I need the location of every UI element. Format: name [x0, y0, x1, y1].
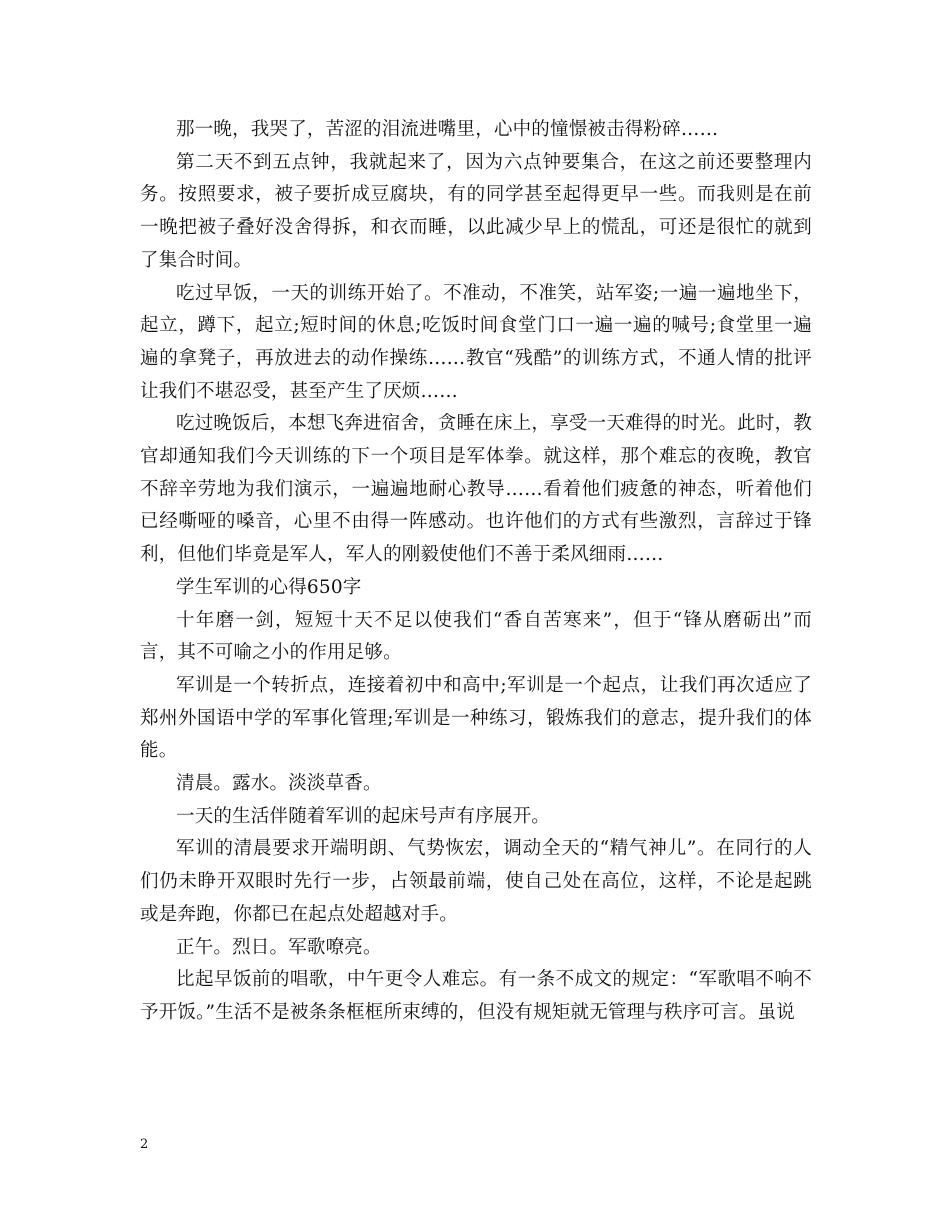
section-heading: 学生军训的心得650字	[176, 576, 362, 598]
paragraph: 那一晚，我哭了，苦涩的泪流进嘴里，心中的憧憬被击得粉碎……	[176, 119, 719, 140]
paragraph: 十年磨一剑，短短十天不足以使我们“香自苦寒来”，但于“锋从磨砺出”而言，其不可喻之小的作用足够。	[140, 609, 812, 664]
paragraph: 正午。烈日。军歌嘹亮。	[176, 936, 382, 958]
paragraph: 吃过晚饭后，本想飞奔进宿舍，贪睡在床上，享受一天难得的时光。此时，教官却通知我们今天训练的下一个项目是军体拳。就这样，那个难忘的夜晚，教官不辞辛劳地为我们演示，一遍遍地耐心教导……看着他们疲惫的神态，听着他们已经嘶哑的嗓音，心里不由得一阵感动。也许他们的方式有些激烈，言辞过于锋利，但他们毕竟是军人，军人的刚毅使他们不善于柔风细雨……	[140, 413, 812, 566]
paragraph: 军训是一个转折点，连接着初中和高中;军训是一个起点，让我们再次适应了郑州外国语中学的军事化管理;军训是一种练习，锻炼我们的意志，提升我们的体能。	[140, 674, 812, 762]
paragraph: 吃过早饭，一天的训练开始了。不准动，不准笑，站军姿;一遍一遍地坐下，起立，蹲下，起立;短时间的休息;吃饭时间食堂门口一遍一遍的喊号;食堂里一遍遍的拿凳子，再放进去的动作操练……教官“残酷”的训练方式，不通人情的批评让我们不堪忍受，甚至产生了厌烦……	[140, 282, 812, 402]
paragraph: 一天的生活伴随着军训的起床号声有序展开。	[176, 805, 551, 827]
paragraph: 军训的清晨要求开端明朗、气势恢宏，调动全天的“精气神儿”。在同行的人们仍未睁开双眼时先行一步，占领最前端，使自己处在高位，这样，不论是起跳或是奔跑，你都已在起点处超越对手。	[140, 838, 812, 925]
paragraph: 比起早饭前的唱歌，中午更令人难忘。有一条不成文的规定：“军歌唱不响不予开饭。”生活不是被条条框框所束缚的，但没有规矩就无管理与秩序可言。虽说	[140, 969, 812, 1023]
document-body	[140, 114, 812, 1030]
page-number: 2	[140, 1137, 149, 1152]
paragraph: 清晨。露水。淡淡草香。	[176, 773, 382, 795]
paragraph: 第二天不到五点钟，我就起来了，因为六点钟要集合，在这之前还要整理内务。按照要求，被子要折成豆腐块，有的同学甚至起得更早一些。而我则是在前一晚把被子叠好没舍得拆，和衣而睡，以此减少早上的慌乱，可还是很忙的就到了集合时间。	[140, 151, 812, 271]
